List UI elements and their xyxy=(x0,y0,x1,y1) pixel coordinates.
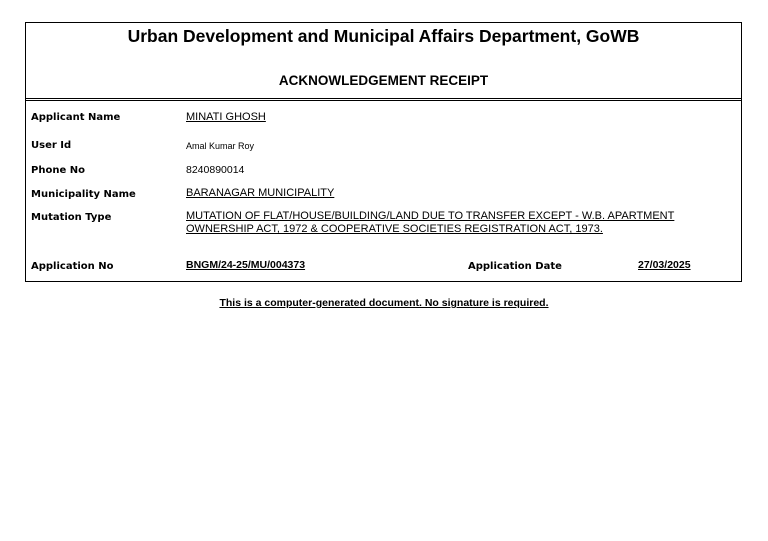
municipality-name-value: BARANAGAR MUNICIPALITY xyxy=(186,187,335,199)
receipt-title: ACKNOWLEDGEMENT RECEIPT xyxy=(278,73,489,88)
computer-generated-note: This is a computer-generated document. No signature is required. xyxy=(219,297,549,309)
receipt-header xyxy=(26,23,741,101)
user-id-value: Amal Kumar Roy xyxy=(186,141,255,151)
phone-no-label: Phone No xyxy=(31,165,85,176)
application-no-label: Application No xyxy=(31,261,114,272)
application-no-value: BNGM/24-25/MU/004373 xyxy=(186,259,306,271)
phone-no-value: 8240890014 xyxy=(186,164,245,176)
mutation-type-value: MUTATION OF FLAT/HOUSE/BUILDING/LAND DUE TO TRANSFER EXCEPT - W.B. APARTMENT OWNERSHIP ACT, 1972 & COOPERATIVE SOCIETIES REGISTRATION ACT, 1973. xyxy=(186,210,675,235)
user-id-label: User Id xyxy=(31,140,72,151)
applicant-name-label: Applicant Name xyxy=(31,112,121,123)
applicant-name-value: MINATI GHOSH xyxy=(186,111,266,123)
acknowledgement-receipt xyxy=(25,22,742,282)
application-date-value: 27/03/2025 xyxy=(638,259,691,271)
mutation-type-label: Mutation Type xyxy=(31,212,112,223)
application-date-label: Application Date xyxy=(468,261,562,272)
department-title: Urban Development and Municipal Affairs Department, GoWB xyxy=(127,26,640,46)
municipality-name-label: Municipality Name xyxy=(31,189,136,200)
